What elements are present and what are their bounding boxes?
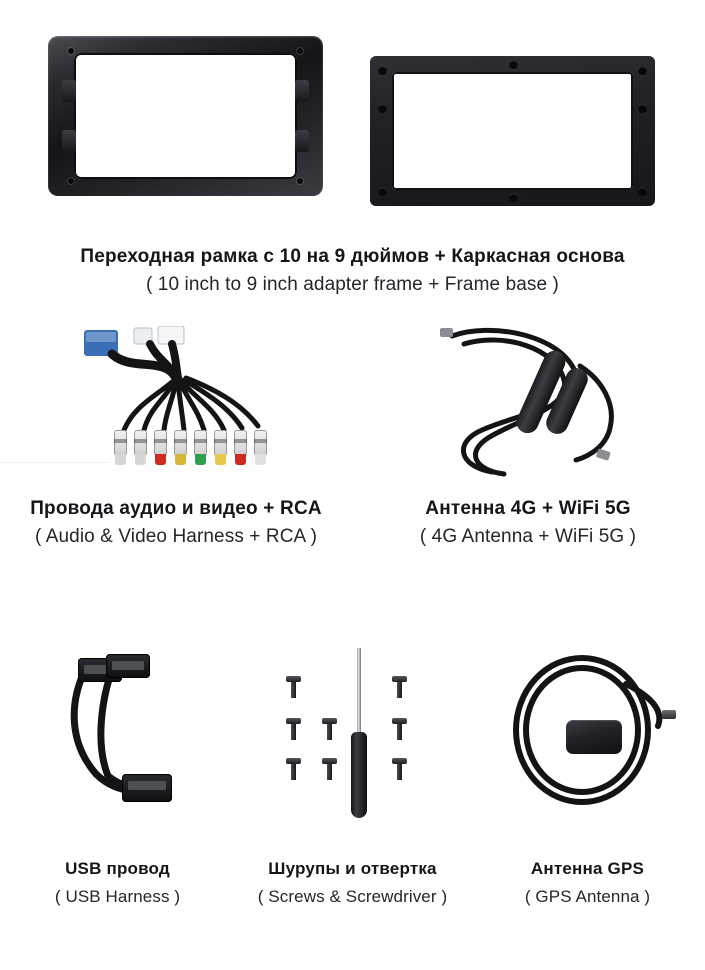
adapter-frame-screw-hole (68, 178, 74, 184)
usb-connector-slot (112, 661, 144, 670)
rca-plug (234, 430, 247, 456)
gps-antenna-image (508, 644, 678, 824)
frame-base-hole (638, 66, 647, 75)
rca-plug-tip (255, 454, 266, 465)
audio-video-harness-caption-en: ( Audio & Video Harness + RCA ) (34, 526, 318, 547)
antenna-4g-wifi-column (352, 320, 704, 547)
screw (325, 718, 334, 740)
rca-plug (214, 430, 227, 456)
frames-illustration-group (0, 28, 705, 208)
frames-caption (0, 244, 705, 300)
antenna-4g-wifi-image (430, 320, 640, 490)
screwdriver-handle (351, 732, 367, 818)
audio-video-harness-column (0, 320, 352, 547)
adapter-frame-screw-hole (68, 48, 74, 54)
usb-harness-column (0, 640, 235, 830)
screw (289, 676, 298, 698)
usb-harness-caption (0, 856, 235, 912)
adapter-frame-tab (295, 130, 309, 152)
rca-plug-tip (235, 454, 246, 465)
rca-plug-tip (115, 454, 126, 465)
rca-plug-tip (195, 454, 206, 465)
screw-shaft (397, 724, 402, 740)
section-frames (0, 0, 705, 300)
rca-plug (134, 430, 147, 456)
audio-video-harness-image (72, 326, 292, 491)
audio-video-harness-caption-ru: Провода аудио и видео + RCA (30, 498, 322, 519)
rca-plug-band (234, 439, 247, 443)
adapter-frame-tab (62, 130, 76, 152)
frame-base-opening (392, 72, 633, 190)
rca-plug-tip (215, 454, 226, 465)
harness-wires-svg (72, 326, 292, 491)
gps-antenna-caption-ru: Антенна GPS (530, 859, 645, 878)
adapter-frame-tab (295, 80, 309, 102)
screw (395, 718, 404, 740)
antenna-4g-wifi-caption (352, 496, 704, 552)
section-harness-antenna (0, 320, 705, 600)
screw (325, 758, 334, 780)
usb-connector (122, 774, 172, 802)
adapter-frame-screw-hole (297, 178, 303, 184)
antenna-4g-wifi-caption-en: ( 4G Antenna + WiFi 5G ) (419, 526, 637, 547)
frame-base-hole (509, 60, 518, 69)
screw (289, 758, 298, 780)
decorative-line (0, 462, 110, 463)
rca-plug-band (134, 439, 147, 443)
screw-shaft (291, 764, 296, 780)
accessories-captions (0, 856, 705, 926)
rca-plug (114, 430, 127, 456)
frame-base-hole (378, 187, 387, 196)
screws-screwdriver-column (235, 640, 470, 830)
screws-screwdriver-caption-ru: Шурупы и отвертка (268, 859, 437, 878)
gps-antenna-connector (662, 710, 676, 719)
screw-shaft (291, 724, 296, 740)
rca-plug-band (254, 439, 267, 443)
screwdriver (349, 648, 369, 818)
screw (289, 718, 298, 740)
usb-harness-caption-en: ( USB Harness ) (54, 887, 181, 906)
audio-video-harness-caption (0, 496, 352, 552)
antenna-4g-wifi-caption-ru: Антенна 4G + WiFi 5G (425, 498, 631, 519)
screw-shaft (397, 764, 402, 780)
adapter-frame-tab (62, 80, 76, 102)
screw-shaft (397, 682, 402, 698)
frame-base-image (370, 56, 655, 206)
rca-plug-band (194, 439, 207, 443)
frame-base-hole (638, 104, 647, 113)
gps-antenna-column (470, 640, 705, 830)
rca-plug-tip (135, 454, 146, 465)
rca-plug (254, 430, 267, 456)
rca-plug-band (154, 439, 167, 443)
frames-caption-ru: Переходная рамка с 10 на 9 дюймов + Каркасная основа (80, 246, 625, 267)
frame-base-hole (378, 66, 387, 75)
rca-plug-tip (155, 454, 166, 465)
gps-antenna-puck (566, 720, 622, 754)
screw-shaft (291, 682, 296, 698)
rca-plug-tip (175, 454, 186, 465)
screwdriver-shaft (357, 648, 361, 734)
screw-shaft (327, 764, 332, 780)
frame-base-hole (509, 193, 518, 202)
section-accessories (0, 640, 705, 940)
rca-plug (174, 430, 187, 456)
screw-shaft (327, 724, 332, 740)
adapter-frame-image (48, 36, 323, 196)
screw (395, 676, 404, 698)
usb-connector-slot (128, 781, 166, 790)
frame-base-hole (378, 104, 387, 113)
screws-screwdriver-caption (235, 856, 470, 912)
screws-screwdriver-image (273, 646, 443, 826)
gps-antenna-caption-en: ( GPS Antenna ) (524, 887, 651, 906)
harness-antenna-illustration-group (0, 320, 705, 547)
rca-plug (154, 430, 167, 456)
rca-plug-band (214, 439, 227, 443)
usb-connector (106, 654, 150, 678)
rca-plug-band (174, 439, 187, 443)
rca-plug-band (114, 439, 127, 443)
screws-screwdriver-caption-en: ( Screws & Screwdriver ) (257, 887, 448, 906)
usb-harness-image (52, 650, 202, 820)
gps-antenna-caption (470, 856, 705, 912)
screw (395, 758, 404, 780)
accessories-illustration-group (0, 640, 705, 830)
frames-caption-en: ( 10 inch to 9 inch adapter frame + Frame base ) (146, 274, 559, 295)
usb-harness-caption-ru: USB провод (65, 859, 170, 878)
rca-plug (194, 430, 207, 456)
adapter-frame-screw-hole (297, 48, 303, 54)
frame-base-hole (638, 187, 647, 196)
adapter-frame-opening (74, 53, 297, 179)
